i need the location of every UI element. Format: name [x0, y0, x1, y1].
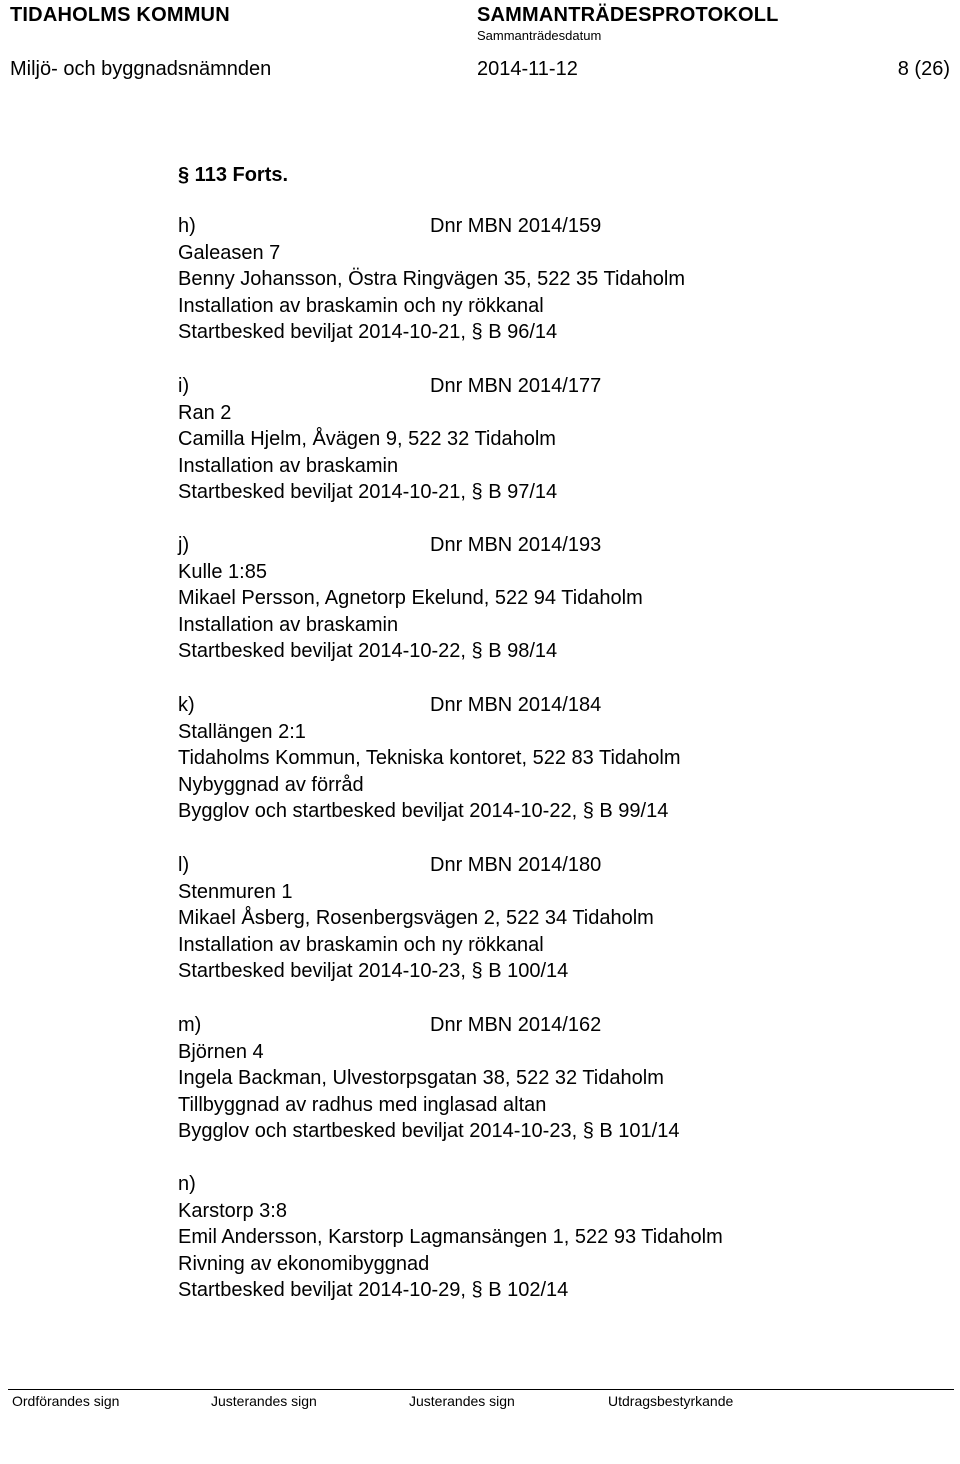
item-applicant: Mikael Persson, Agnetorp Ekelund, 522 94 Tidaholm [178, 587, 643, 609]
item-decision: Startbesked beviljat 2014-10-29, § B 102/14 [178, 1279, 569, 1301]
item-applicant: Emil Andersson, Karstorp Lagmansängen 1, 522 93 Tidaholm [178, 1226, 723, 1248]
board-name: Miljö- och byggnadsnämnden [10, 58, 272, 80]
item-description: Installation av braskamin och ny rökkanal [178, 294, 544, 317]
case-item-i [178, 373, 602, 506]
item-decision: Bygglov och startbesked beviljat 2014-10-22, § B 99/14 [178, 800, 669, 822]
item-letter: l) [178, 854, 190, 876]
document-type: SAMMANTRÄDESPROTOKOLL [477, 4, 779, 26]
item-letter: m) [178, 1014, 202, 1036]
item-letter: j) [178, 534, 190, 556]
item-property: Karstorp 3:8 [178, 1199, 287, 1222]
item-letter: h) [178, 215, 196, 237]
item-decision: Startbesked beviljat 2014-10-22, § B 98/14 [178, 640, 558, 662]
chair-signature-label: Ordförandes sign [12, 1393, 120, 1409]
date-label: Sammanträdesdatum [477, 28, 602, 43]
case-item-j [178, 532, 643, 665]
item-dnr: Dnr MBN 2014/177 [430, 375, 602, 397]
item-applicant: Ingela Backman, Ulvestorpsgatan 38, 522 32 Tidaholm [178, 1067, 664, 1089]
item-description: Tillbyggnad av radhus med inglasad altan [178, 1093, 547, 1116]
organization-name: TIDAHOLMS KOMMUN [10, 4, 230, 26]
item-property: Björnen 4 [178, 1040, 264, 1063]
item-dnr: Dnr MBN 2014/193 [430, 534, 602, 556]
item-dnr: Dnr MBN 2014/180 [430, 854, 602, 876]
item-letter: i) [178, 375, 190, 397]
adjuster-signature-label-2: Justerandes sign [409, 1393, 515, 1409]
item-property: Ran 2 [178, 401, 232, 424]
page-number: 8 (26) [897, 58, 950, 80]
item-decision: Bygglov och startbesked beviljat 2014-10-23, § B 101/14 [178, 1120, 680, 1142]
item-applicant: Tidaholms Kommun, Tekniska kontoret, 522 83 Tidaholm [178, 747, 681, 769]
item-dnr: Dnr MBN 2014/162 [430, 1014, 602, 1036]
item-dnr: Dnr MBN 2014/159 [430, 215, 602, 237]
item-description: Nybyggnad av förråd [178, 773, 364, 796]
meeting-date: 2014-11-12 [477, 58, 578, 80]
item-dnr: Dnr MBN 2014/184 [430, 694, 602, 716]
item-decision: Startbesked beviljat 2014-10-23, § B 100/14 [178, 960, 569, 982]
case-item-n [178, 1171, 723, 1304]
item-decision: Startbesked beviljat 2014-10-21, § B 97/14 [178, 481, 558, 503]
case-item-k [178, 692, 680, 825]
footer-divider [8, 1389, 954, 1390]
extract-certifier-label: Utdragsbestyrkande [608, 1393, 734, 1409]
case-item-h [178, 213, 685, 346]
item-applicant: Camilla Hjelm, Åvägen 9, 522 32 Tidaholm [178, 428, 556, 450]
item-description: Installation av braskamin [178, 613, 399, 636]
item-property: Stenmuren 1 [178, 880, 293, 903]
item-property: Stallängen 2:1 [178, 720, 306, 743]
case-item-m [178, 1012, 679, 1145]
item-description: Rivning av ekonomibyggnad [178, 1252, 430, 1275]
item-property: Galeasen 7 [178, 241, 281, 264]
item-applicant: Mikael Åsberg, Rosenbergsvägen 2, 522 34 Tidaholm [178, 907, 654, 929]
item-letter: k) [178, 694, 195, 716]
section-title: § 113 Forts. [178, 164, 289, 186]
item-decision: Startbesked beviljat 2014-10-21, § B 96/14 [178, 321, 558, 343]
item-description: Installation av braskamin [178, 454, 399, 477]
item-letter: n) [178, 1173, 196, 1195]
item-applicant: Benny Johansson, Östra Ringvägen 35, 522 35 Tidaholm [178, 268, 685, 290]
item-property: Kulle 1:85 [178, 560, 267, 583]
item-description: Installation av braskamin och ny rökkanal [178, 933, 544, 956]
adjuster-signature-label-1: Justerandes sign [211, 1393, 317, 1409]
case-item-l [178, 852, 654, 985]
